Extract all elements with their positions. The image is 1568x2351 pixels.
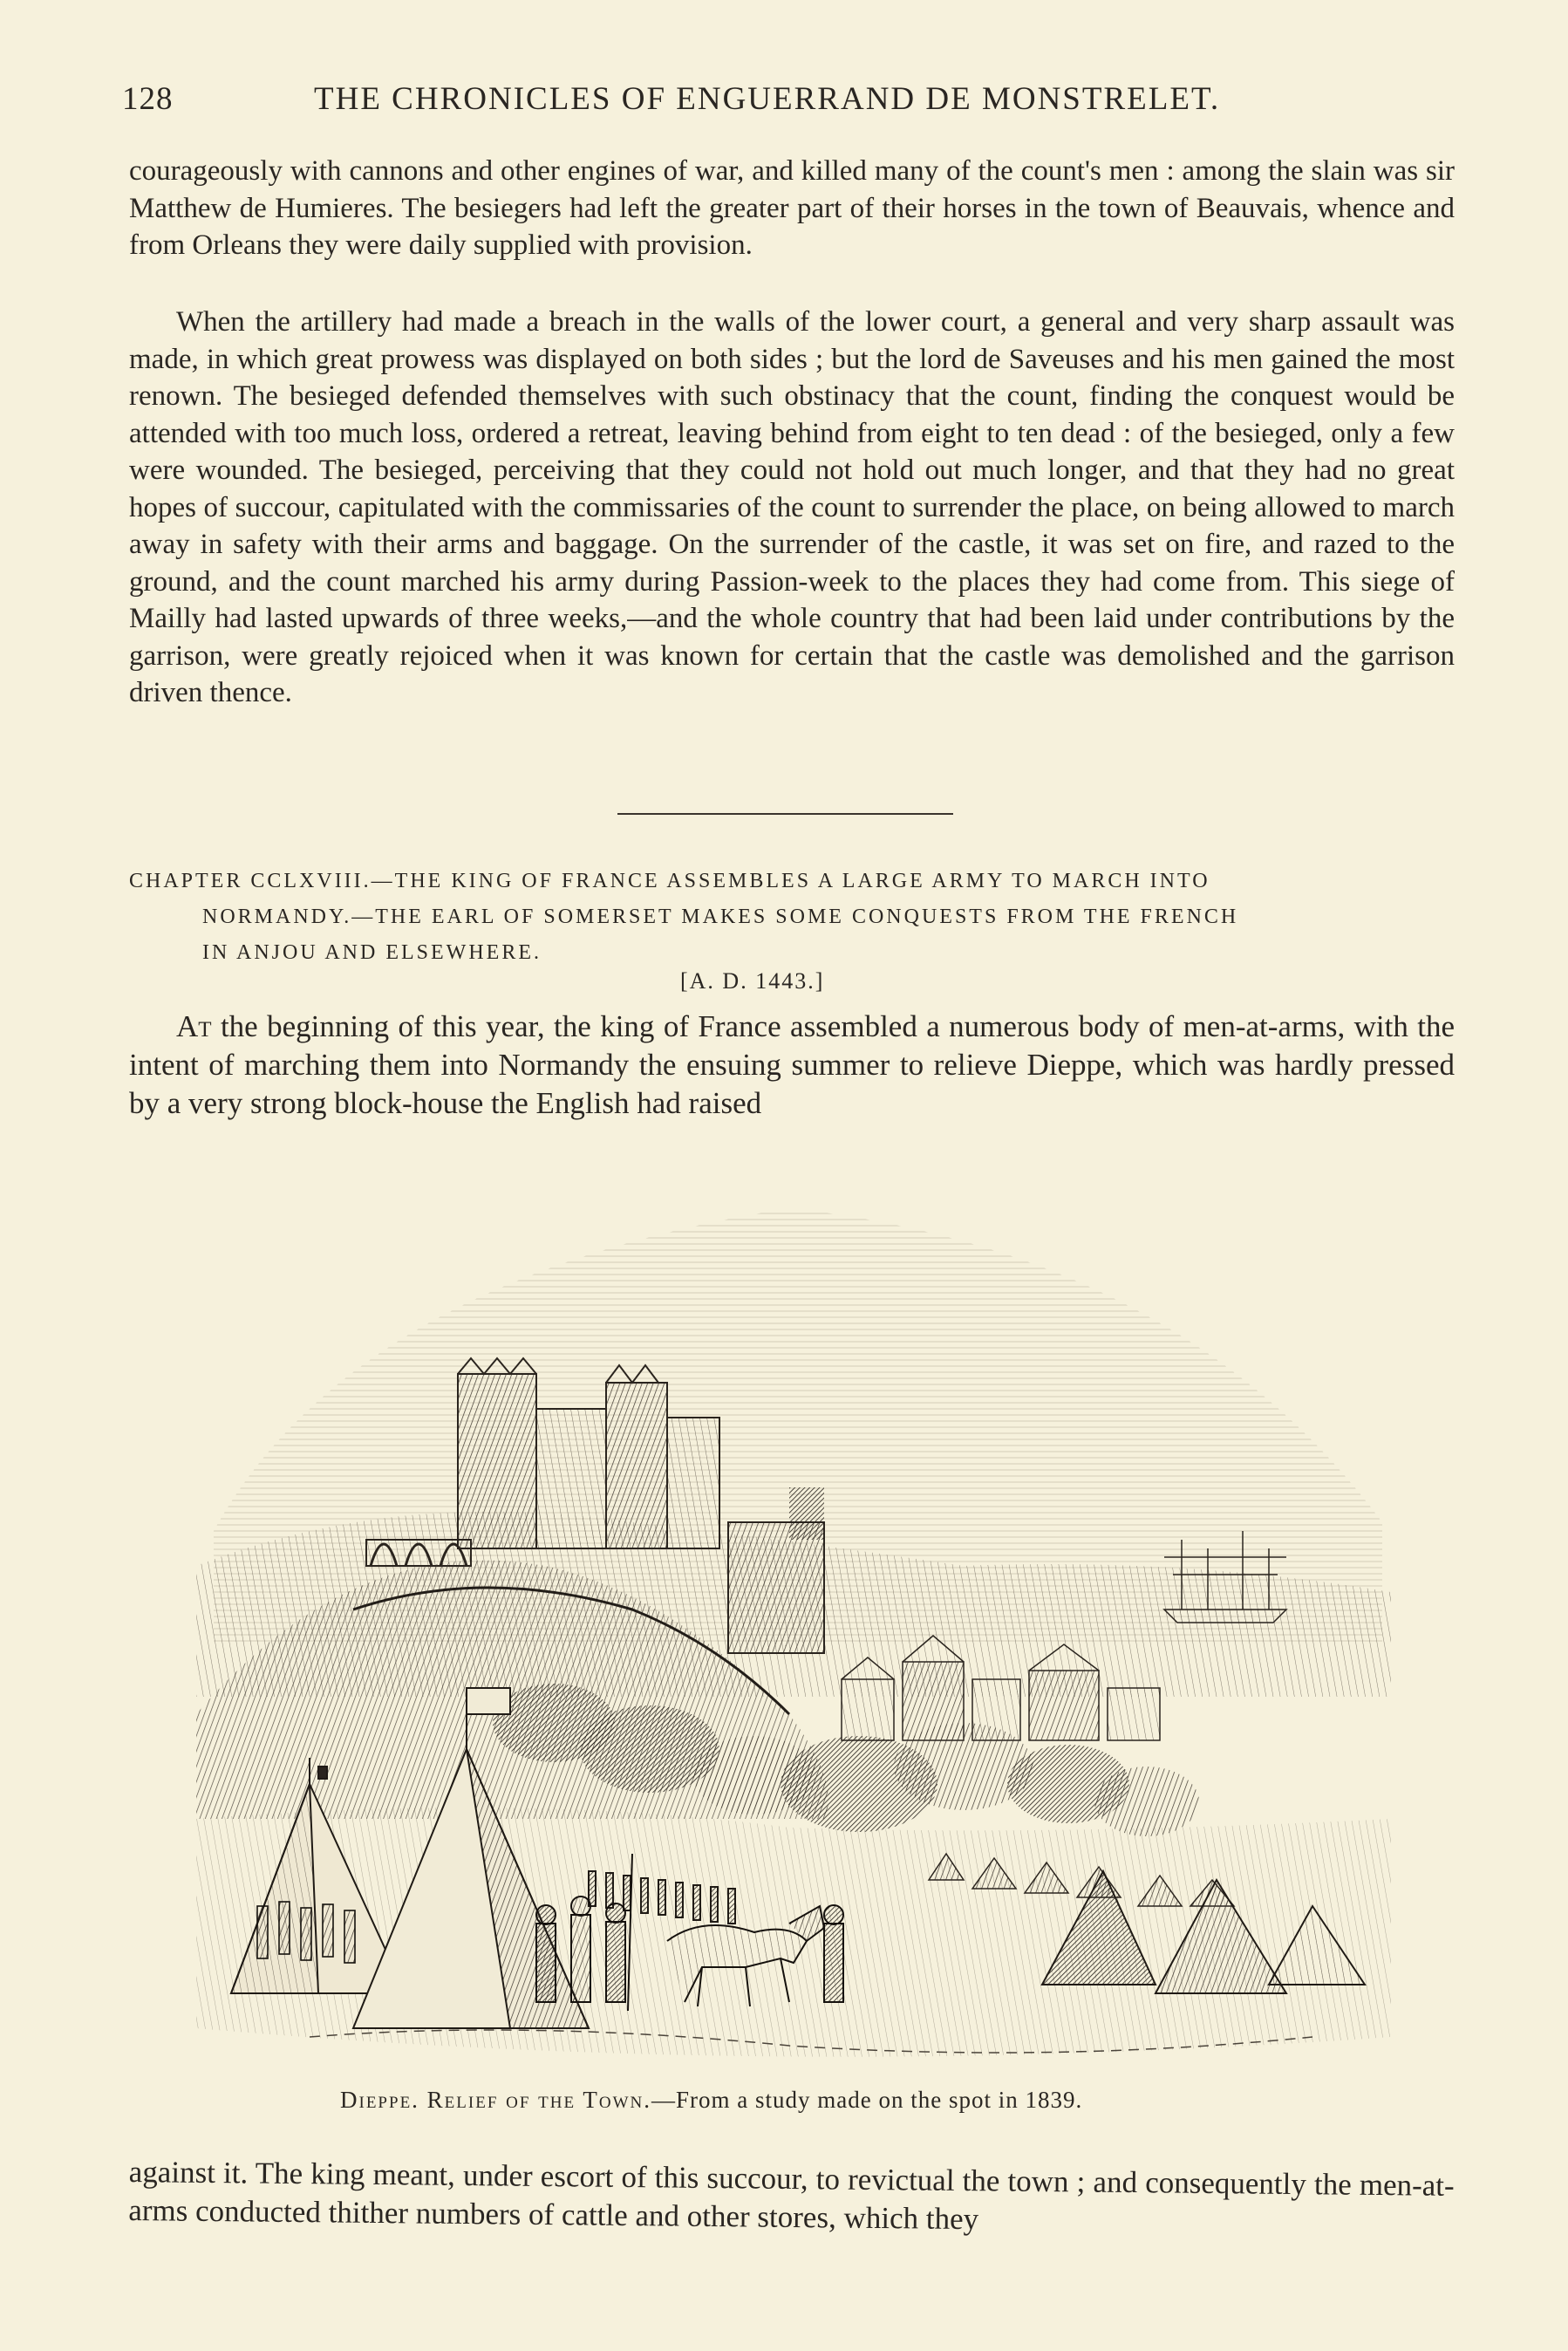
paragraph-4-text: against it. The king meant, under escort of this succour, to revictual the town ; and consequently the men-at-arms conducted thither numbers of cattle and other stores, which they — [128, 2155, 1455, 2237]
paragraph-4 — [128, 2153, 1455, 2244]
chapter-heading — [129, 864, 1455, 971]
paragraph-1 — [129, 153, 1455, 264]
running-title: THE CHRONICLES OF ENGUERRAND DE MONSTRELET. — [314, 81, 1221, 117]
chapter-heading-line-1: CHAPTER CCLXVIII.—THE KING OF FRANCE ASSEMBLES A LARGE ARMY TO MARCH INTO — [129, 870, 1210, 892]
caption-title: Dieppe. Relief of the Town. — [340, 2087, 651, 2113]
chapter-year: [A. D. 1443.] — [680, 968, 825, 994]
chapter-heading-line-2: NORMANDY.—THE EARL OF SOMERSET MAKES SOME CONQUESTS FROM THE FRENCH — [202, 906, 1239, 928]
chapter-heading-line-3: IN ANJOU AND ELSEWHERE. — [202, 941, 542, 964]
page-number: 128 — [122, 81, 174, 117]
paragraph-3-text — [129, 1008, 1455, 1123]
paragraph-3 — [129, 1008, 1455, 1123]
paragraph-2-text: When the artillery had made a breach in the walls of the lower court, a general and very sharp assault was made, in which great prowess was displayed on both sides ; but the lord de Saveuses and his men gained the most renown. The besieged defended themselves with such obstinacy that the count, finding the conquest would be attended with too much loss, ordered a retreat, leaving behind from eight to ten dead : of the besieged, only a few were wounded. The besieged, perceiving that they could not hold out much longer, and that they had no great hopes of succour, capitulated with the commissaries of the count to surrender the place, on being allowed to march away in safety with their arms and baggage. On the surrender of the castle, it was set on fire, and razed to the ground, and the count marched his army during Passion-week to the places they had come from. This siege of Mailly had lasted upwards of three weeks,—and the whole country that had been laid under contributions by the garrison, were greatly rejoiced when it was known for certain that the castle was demolished and the garrison driven thence. — [129, 306, 1455, 708]
paragraph-1-text: courageously with cannons and other engines of war, and killed many of the count's men : among the slain was sir Matthew de Humieres. The besiegers had left the greater part of their horses in the town of Beauvais, whence and from Orleans they were daily supplied with provision. — [129, 155, 1455, 261]
paragraph-3-lead: At — [176, 1009, 212, 1043]
caption-note: —From a study made on the spot in 1839. — [651, 2087, 1083, 2113]
paragraph-3-body: the beginning of this year, the king of France assembled a numerous body of men-at-arms, with the intent of marching them into Normandy the ensuing summer to relieve Dieppe, which was hardly pressed by a very strong block-house the English had raised — [129, 1009, 1455, 1120]
illustration-caption — [340, 2087, 1238, 2114]
dieppe-engraving — [179, 1156, 1400, 2081]
section-divider — [617, 813, 953, 815]
running-head — [122, 80, 1448, 124]
paragraph-2 — [129, 304, 1455, 712]
